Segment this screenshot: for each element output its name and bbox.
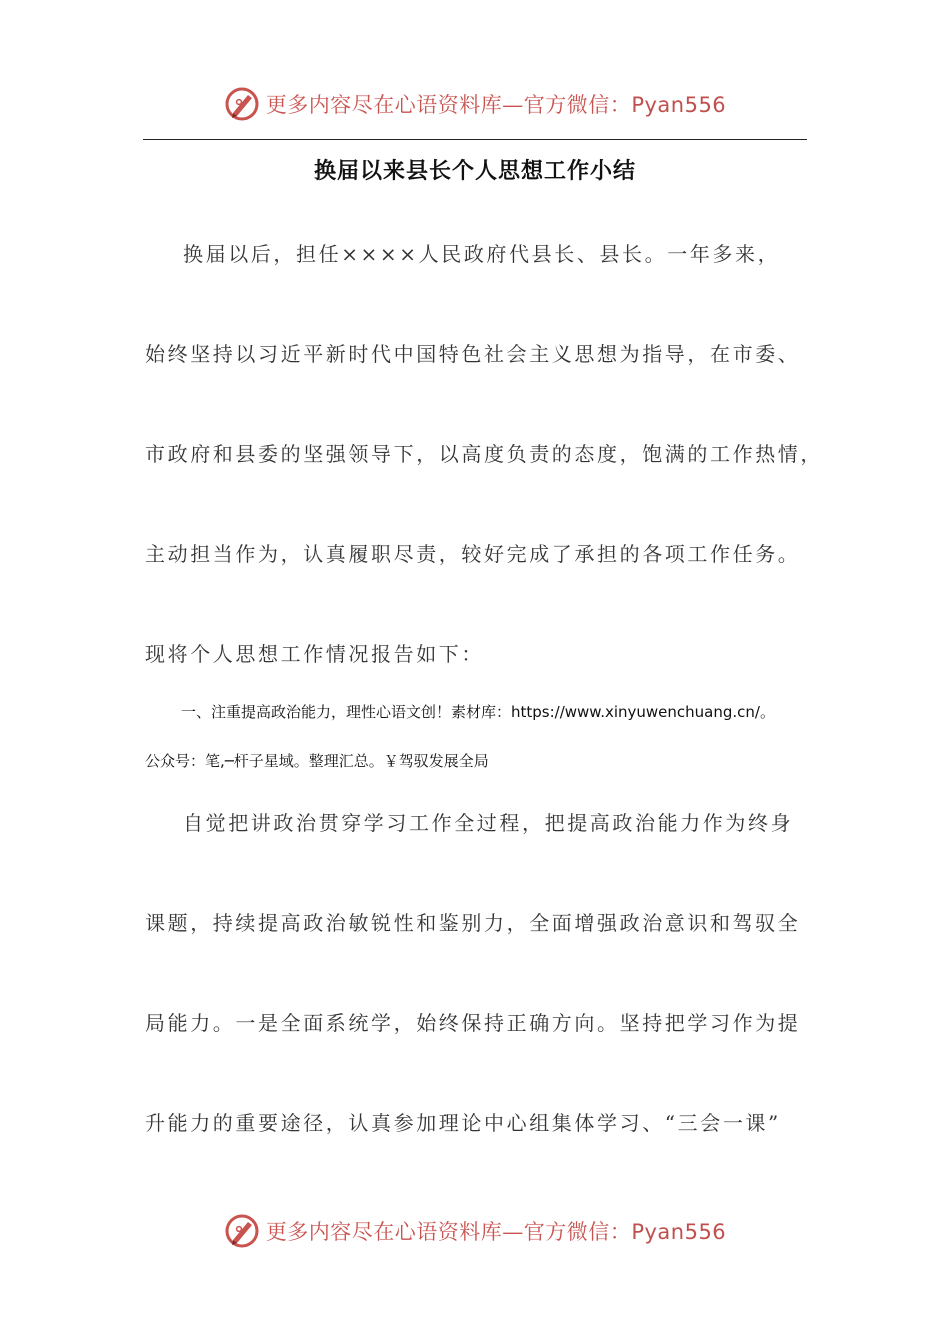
pen-circle-logo-icon — [224, 1213, 260, 1249]
paragraph-line: 市政府和县委的坚强领导下，以高度负责的态度，饱满的工作热情， — [145, 442, 823, 466]
paragraph-line: 现将个人思想工作情况报告如下： — [145, 642, 484, 666]
paragraph-line: 升能力的重要途径，认真参加理论中心组集体学习、“三会一课” — [145, 1111, 781, 1135]
paragraph-line: 课题，持续提高政治敏锐性和鉴别力，全面增强政治意识和驾驭全 — [145, 911, 801, 935]
paragraph-line: 局能力。一是全面系统学，始终保持正确方向。坚持把学习作为提 — [145, 1011, 801, 1035]
document-title: 换届以来县长个人思想工作小结 — [313, 158, 636, 184]
wechat-id: Pyan556 — [631, 93, 727, 117]
paragraph-line: 换届以后，担任××××人民政府代县长、县长。一年多来， — [183, 242, 781, 266]
wechat-id: Pyan556 — [631, 1220, 727, 1244]
section-heading-line: 公众号：笔,─杆子星域。整理汇总。￥驾驭发展全局 — [145, 752, 489, 770]
pen-circle-logo-icon — [224, 86, 260, 122]
paragraph-line: 主动担当作为，认真履职尽责，较好完成了承担的各项工作任务。 — [145, 542, 801, 566]
footer-banner — [0, 1211, 950, 1251]
banner-text: 更多内容尽在心语资料库—官方微信：Pyan556 — [265, 93, 727, 117]
banner-text: 更多内容尽在心语资料库—官方微信：Pyan556 — [265, 1220, 727, 1244]
paragraph-line: 始终坚持以习近平新时代中国特色社会主义思想为指导，在市委、 — [145, 342, 801, 366]
section-heading-line: 一、注重提高政治能力，理性心语文创！素材库：https://www.xinyuwenchuang.cn/。 — [181, 703, 775, 721]
paragraph-line: 自觉把讲政治贯穿学习工作全过程，把提高政治能力作为终身 — [183, 811, 794, 835]
header-divider — [143, 139, 807, 140]
header-banner — [0, 84, 950, 124]
